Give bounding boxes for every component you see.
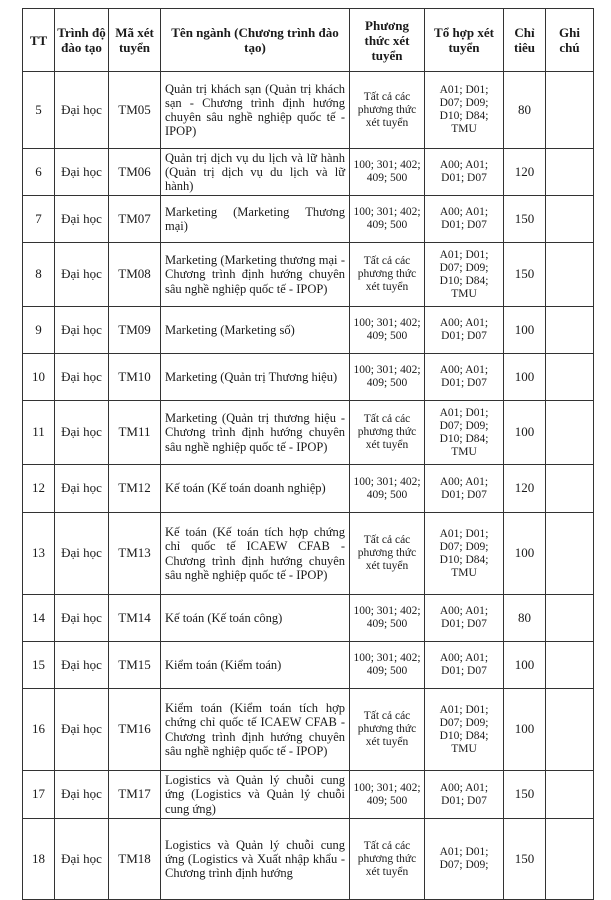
table-row [23, 401, 594, 465]
table-row [23, 354, 594, 401]
cell-method: 100; 301; 402; 409; 500 [350, 149, 425, 196]
cell-note [546, 595, 594, 642]
table-row [23, 196, 594, 243]
table-row [23, 819, 594, 900]
table-row [23, 513, 594, 595]
cell-code: TM05 [109, 72, 161, 149]
cell-note [546, 513, 594, 595]
cell-program: Logistics và Quản lý chuỗi cung ứng (Logistics và Quản lý chuỗi cung ứng) [161, 771, 350, 819]
cell-quota: 100 [504, 401, 546, 465]
cell-note [546, 771, 594, 819]
cell-method: Tất cả các phương thức xét tuyển [350, 401, 425, 465]
table-row [23, 465, 594, 513]
cell-code: TM17 [109, 771, 161, 819]
cell-note [546, 149, 594, 196]
cell-quota: 150 [504, 243, 546, 307]
cell-tt: 8 [23, 243, 55, 307]
header-method: Phương thức xét tuyển [350, 9, 425, 72]
table-row [23, 149, 594, 196]
cell-method: Tất cả các phương thức xét tuyển [350, 513, 425, 595]
header-note: Ghi chú [546, 9, 594, 72]
cell-note [546, 819, 594, 900]
cell-level: Đại học [55, 149, 109, 196]
cell-program: Marketing (Marketing số) [161, 307, 350, 354]
cell-note [546, 465, 594, 513]
cell-combo: A00; A01; D01; D07 [425, 465, 504, 513]
table-row [23, 72, 594, 149]
cell-method: 100; 301; 402; 409; 500 [350, 354, 425, 401]
cell-combo: A00; A01; D01; D07 [425, 149, 504, 196]
cell-level: Đại học [55, 642, 109, 689]
cell-level: Đại học [55, 771, 109, 819]
cell-method: Tất cả các phương thức xét tuyển [350, 243, 425, 307]
cell-quota: 120 [504, 149, 546, 196]
cell-quota: 100 [504, 307, 546, 354]
cell-level: Đại học [55, 196, 109, 243]
cell-tt: 13 [23, 513, 55, 595]
cell-code: TM10 [109, 354, 161, 401]
cell-program: Kế toán (Kế toán doanh nghiệp) [161, 465, 350, 513]
cell-combo: A01; D01; D07; D09; D10; D84; TMU [425, 72, 504, 149]
cell-tt: 5 [23, 72, 55, 149]
table-row [23, 307, 594, 354]
cell-quota: 150 [504, 196, 546, 243]
cell-note [546, 642, 594, 689]
cell-combo: A00; A01; D01; D07 [425, 595, 504, 642]
cell-combo: A00; A01; D01; D07 [425, 196, 504, 243]
cell-program: Kiểm toán (Kiểm toán) [161, 642, 350, 689]
cell-method: 100; 301; 402; 409; 500 [350, 642, 425, 689]
cell-level: Đại học [55, 465, 109, 513]
cell-code: TM09 [109, 307, 161, 354]
cell-tt: 12 [23, 465, 55, 513]
cell-program: Marketing (Marketing thương mại - Chương trình định hướng chuyên sâu nghề nghiệp quốc tế - IPOP) [161, 243, 350, 307]
cell-level: Đại học [55, 72, 109, 149]
cell-method: 100; 301; 402; 409; 500 [350, 307, 425, 354]
cell-method: Tất cả các phương thức xét tuyển [350, 689, 425, 771]
cell-quota: 100 [504, 689, 546, 771]
cell-combo: A01; D01; D07; D09; [425, 819, 504, 900]
cell-quota: 80 [504, 72, 546, 149]
cell-note [546, 196, 594, 243]
cell-level: Đại học [55, 401, 109, 465]
cell-tt: 16 [23, 689, 55, 771]
cell-level: Đại học [55, 243, 109, 307]
cell-method: 100; 301; 402; 409; 500 [350, 771, 425, 819]
cell-tt: 14 [23, 595, 55, 642]
cell-method: 100; 301; 402; 409; 500 [350, 196, 425, 243]
cell-combo: A00; A01; D01; D07 [425, 354, 504, 401]
cell-code: TM07 [109, 196, 161, 243]
header-row [23, 9, 594, 72]
cell-tt: 6 [23, 149, 55, 196]
cell-tt: 10 [23, 354, 55, 401]
header-tt: TT [23, 9, 55, 72]
header-level: Trình độ đào tạo [55, 9, 109, 72]
cell-level: Đại học [55, 307, 109, 354]
table-row [23, 595, 594, 642]
cell-quota: 100 [504, 354, 546, 401]
cell-tt: 11 [23, 401, 55, 465]
cell-code: TM13 [109, 513, 161, 595]
cell-combo: A00; A01; D01; D07 [425, 642, 504, 689]
cell-note [546, 689, 594, 771]
admissions-table [22, 8, 594, 900]
cell-code: TM12 [109, 465, 161, 513]
cell-combo: A01; D01; D07; D09; D10; D84; TMU [425, 401, 504, 465]
cell-program: Kế toán (Kế toán công) [161, 595, 350, 642]
cell-program: Kế toán (Kế toán tích hợp chứng chỉ quốc tế ICAEW CFAB - Chương trình định hướng chuyên sâu nghề nghiệp quốc tế - IPOP) [161, 513, 350, 595]
cell-level: Đại học [55, 819, 109, 900]
header-quota: Chỉ tiêu [504, 9, 546, 72]
cell-level: Đại học [55, 513, 109, 595]
cell-program: Marketing (Marketing Thương mại) [161, 196, 350, 243]
cell-quota: 120 [504, 465, 546, 513]
table-body [23, 72, 594, 900]
cell-combo: A00; A01; D01; D07 [425, 771, 504, 819]
cell-combo: A00; A01; D01; D07 [425, 307, 504, 354]
cell-note [546, 401, 594, 465]
cell-method: 100; 301; 402; 409; 500 [350, 595, 425, 642]
cell-program: Quản trị dịch vụ du lịch và lữ hành (Quản trị dịch vụ du lịch và lữ hành) [161, 149, 350, 196]
cell-combo: A01; D01; D07; D09; D10; D84; TMU [425, 513, 504, 595]
cell-quota: 100 [504, 513, 546, 595]
table-row [23, 642, 594, 689]
cell-note [546, 307, 594, 354]
cell-tt: 17 [23, 771, 55, 819]
table-row [23, 243, 594, 307]
cell-tt: 15 [23, 642, 55, 689]
cell-quota: 100 [504, 642, 546, 689]
cell-level: Đại học [55, 354, 109, 401]
cell-code: TM11 [109, 401, 161, 465]
cell-tt: 7 [23, 196, 55, 243]
cell-level: Đại học [55, 595, 109, 642]
cell-code: TM15 [109, 642, 161, 689]
cell-note [546, 243, 594, 307]
cell-program: Marketing (Quản trị Thương hiệu) [161, 354, 350, 401]
cell-program: Logistics và Quản lý chuỗi cung ứng (Logistics và Xuất nhập khẩu - Chương trình định hướng [161, 819, 350, 900]
cell-note [546, 354, 594, 401]
cell-tt: 9 [23, 307, 55, 354]
cell-code: TM18 [109, 819, 161, 900]
header-code: Mã xét tuyển [109, 9, 161, 72]
cell-quota: 150 [504, 819, 546, 900]
cell-code: TM16 [109, 689, 161, 771]
header-combo: Tổ hợp xét tuyển [425, 9, 504, 72]
cell-method: 100; 301; 402; 409; 500 [350, 465, 425, 513]
cell-program: Quản trị khách sạn (Quản trị khách sạn - Chương trình định hướng chuyên sâu nghề nghiệp quốc tế - IPOP) [161, 72, 350, 149]
cell-note [546, 72, 594, 149]
cell-quota: 150 [504, 771, 546, 819]
cell-code: TM06 [109, 149, 161, 196]
cell-program: Kiểm toán (Kiểm toán tích hợp chứng chỉ quốc tế ICAEW CFAB - Chương trình định hướng chuyên sâu nghề nghiệp quốc tế - IPOP) [161, 689, 350, 771]
cell-combo: A01; D01; D07; D09; D10; D84; TMU [425, 243, 504, 307]
table-row [23, 689, 594, 771]
cell-level: Đại học [55, 689, 109, 771]
cell-code: TM08 [109, 243, 161, 307]
header-program: Tên ngành (Chương trình đào tạo) [161, 9, 350, 72]
cell-combo: A01; D01; D07; D09; D10; D84; TMU [425, 689, 504, 771]
cell-tt: 18 [23, 819, 55, 900]
cell-method: Tất cả các phương thức xét tuyển [350, 72, 425, 149]
cell-quota: 80 [504, 595, 546, 642]
cell-method: Tất cả các phương thức xét tuyển [350, 819, 425, 900]
cell-code: TM14 [109, 595, 161, 642]
table-row [23, 771, 594, 819]
cell-program: Marketing (Quản trị thương hiệu - Chương trình định hướng chuyên sâu nghề nghiệp quốc tế - IPOP) [161, 401, 350, 465]
